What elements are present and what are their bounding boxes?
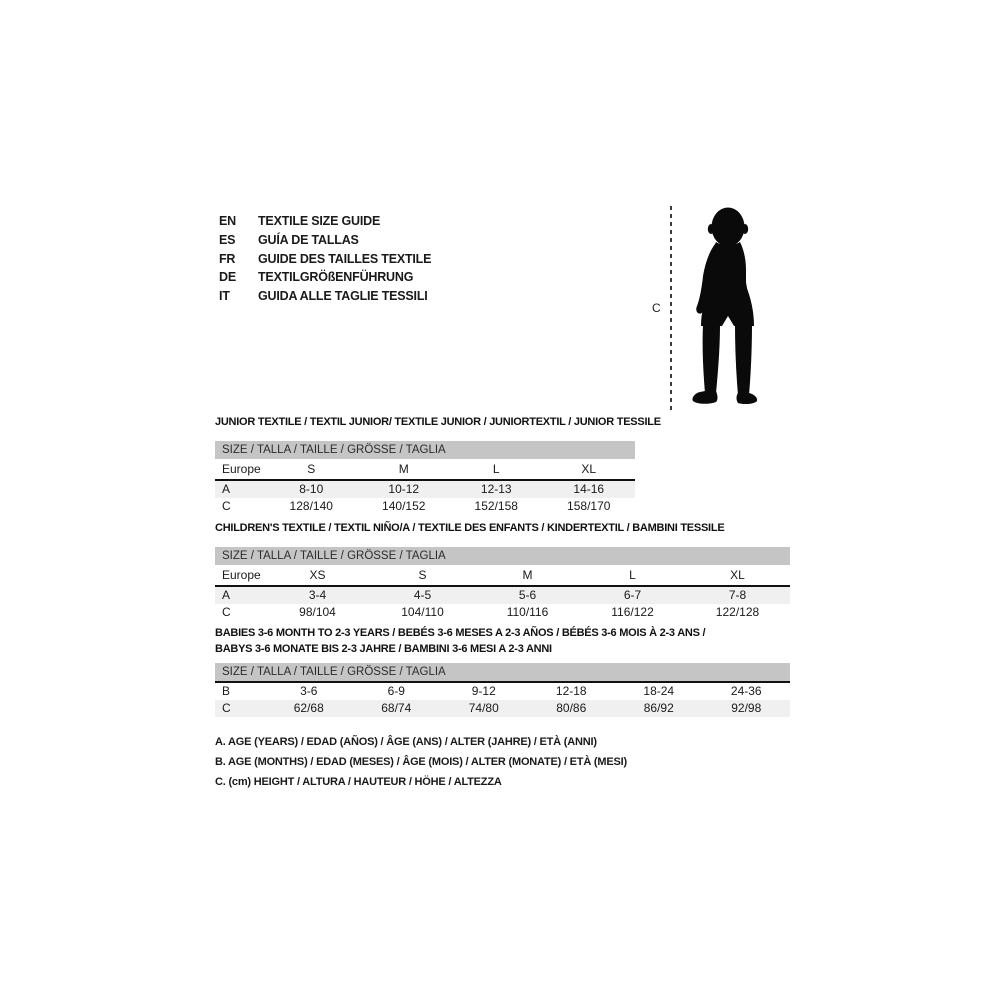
table-row-height [215,498,635,515]
value-cell: 18-24 [643,684,675,698]
value-cell: 24-36 [730,684,762,698]
value-cell: 7-8 [728,588,747,602]
language-row [219,250,431,269]
language-code: EN [219,214,236,228]
height-figure [650,205,780,411]
value-cell: 68/74 [381,701,412,715]
row-label: C [222,499,231,513]
size-header-bar: SIZE / TALLA / TAILLE / GRÖSSE / TAGLIA [215,547,790,565]
language-code: DE [219,270,236,285]
value-cell: 116/122 [611,605,654,619]
section-babies-textile [215,625,790,717]
value-cell: 6-9 [387,684,405,698]
note-age-months: B. AGE (MONTHS) / EDAD (MESES) / ÂGE (MOIS) / ALTER (MONATE) / ETÀ (MESI) [215,756,627,768]
size-header-bar: SIZE / TALLA / TAILLE / GRÖSSE / TAGLIA [215,663,790,681]
size-cell: L [492,462,500,476]
size-header-bar: SIZE / TALLA / TAILLE / GRÖSSE / TAGLIA [215,441,635,459]
section-junior-textile [215,416,661,515]
row-label: B [222,684,231,698]
language-label: GUÍA DE TALLAS [258,232,359,247]
section-childrens-textile [215,522,790,621]
note-height-cm: C. (cm) HEIGHT / ALTURA / HAUTEUR / HÖHE / ALTEZZA [215,776,502,788]
table-row-height [215,700,790,717]
value-cell: 128/140 [289,499,333,513]
size-cell: S [307,462,316,476]
value-cell: 12-18 [555,684,587,698]
value-cell: 14-16 [573,482,605,496]
table-row-europe [215,459,635,479]
section-title: CHILDREN'S TEXTILE / TEXTIL NIÑO/A / TEXTILE DES ENFANTS / KINDERTEXTIL / BAMBINI TESSILE [215,522,725,534]
section-title: BABIES 3-6 MONTH TO 2-3 YEARS / BEBÉS 3-6 MESES A 2-3 AÑOS / BÉBÉS 3-6 MOIS À 2-3 ANS / [215,627,706,639]
language-code: FR [219,251,236,266]
legend-notes [215,732,627,792]
language-label: GUIDE DES TAILLES TEXTILE [258,251,432,266]
section-title: JUNIOR TEXTILE / TEXTIL JUNIOR/ TEXTILE JUNIOR / JUNIORTEXTIL / JUNIOR TESSILE [215,416,661,428]
row-label: A [222,588,231,602]
value-cell: 86/92 [643,701,674,715]
table-row-height [215,604,790,621]
language-label: GUIDA ALLE TAGLIE TESSILI [258,289,428,304]
language-code: ES [219,232,236,247]
value-cell: 5-6 [518,588,537,602]
language-label: TEXTILGRÖßENFÜHRUNG [258,270,414,285]
row-label: C [222,701,231,715]
size-cell: L [629,568,636,582]
value-cell: 110/116 [506,605,549,619]
table-row-europe [215,565,790,585]
value-cell: 92/98 [731,701,762,715]
table-row-age [215,481,635,498]
size-cell: M [398,462,409,476]
note-age-years: A. AGE (YEARS) / EDAD (AÑOS) / ÂGE (ANS) / ALTER (JAHRE) / ETÀ (ANNI) [215,736,597,748]
value-cell: 140/152 [382,499,426,513]
size-cell: XL [730,568,745,582]
value-cell: 4-5 [413,588,432,602]
value-cell: 3-4 [308,588,327,602]
value-cell: 98/104 [299,605,336,619]
value-cell: 6-7 [623,588,642,602]
value-cell: 3-6 [300,684,318,698]
language-row [219,268,431,287]
value-cell: 158/170 [567,499,611,513]
height-measure-line [669,206,673,410]
value-cell: 104/110 [401,605,444,619]
table-row-age-months [215,683,790,700]
language-code: IT [219,289,230,304]
value-cell: 10-12 [388,482,420,496]
size-cell: S [418,568,427,582]
value-cell: 152/158 [474,499,518,513]
size-cell: XS [309,568,326,582]
value-cell: 62/68 [293,701,324,715]
language-row [219,231,431,250]
row-label: Europe [222,568,261,582]
value-cell: 8-10 [299,482,324,496]
language-row [219,287,431,306]
height-measure-label: C [652,301,661,315]
size-cell: M [522,568,533,582]
size-cell: XL [581,462,597,476]
row-label: Europe [222,462,261,476]
value-cell: 12-13 [480,482,512,496]
section-title-line2: BABYS 3-6 MONATE BIS 2-3 JAHRE / BAMBINI 3-6 MESI A 2-3 ANNI [215,643,552,655]
language-list [219,212,431,306]
value-cell: 74/80 [468,701,499,715]
language-label: TEXTILE SIZE GUIDE [258,214,381,228]
value-cell: 80/86 [556,701,587,715]
toddler-silhouette [682,206,774,408]
row-label: C [222,605,231,619]
value-cell: 9-12 [471,684,496,698]
table-row-age [215,587,790,604]
language-row [219,212,431,231]
value-cell: 122/128 [715,605,760,619]
row-label: A [222,482,231,496]
